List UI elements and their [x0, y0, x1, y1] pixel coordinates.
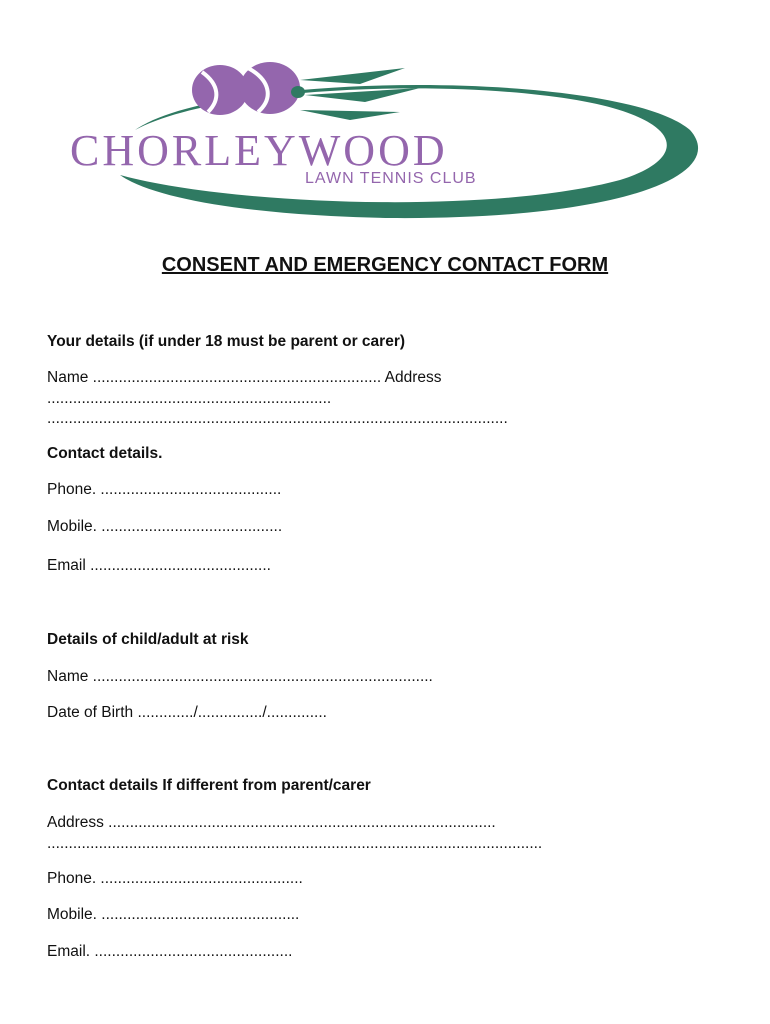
alt-contact-heading: Contact details If different from parent/carer: [47, 777, 371, 794]
club-logo: [60, 50, 710, 230]
email-field: Email ..........................................: [47, 557, 271, 574]
your-details-heading: Your details (if under 18 must be parent or carer): [47, 333, 406, 350]
tennis-ball-left: [192, 65, 248, 115]
alt-address-field-line-2: ...................................................................................................................: [47, 835, 543, 852]
phone-field: Phone. ..........................................: [47, 481, 282, 498]
child-name-field: Name ...............................................................................: [47, 668, 433, 685]
logo-club-subtitle: LAWN TENNIS CLUB: [305, 170, 477, 187]
logo-club-name: CHORLEYWOOD: [70, 126, 448, 175]
address-field-line-3: ...........................................................................................................: [47, 410, 508, 427]
tennis-ball-dot: [291, 86, 305, 98]
form-title: CONSENT AND EMERGENCY CONTACT FORM: [161, 254, 609, 276]
child-details-heading: Details of child/adult at risk: [47, 631, 249, 648]
mobile-field: Mobile. ..........................................: [47, 518, 283, 535]
alt-mobile-field: Mobile. ..............................................: [47, 906, 300, 923]
alt-address-field: Address ..........................................................................................: [47, 814, 496, 831]
name-address-field: Name ................................................................... Address: [47, 369, 442, 386]
logo-streak: [300, 110, 400, 120]
tennis-club-logo-graphic: [60, 50, 710, 230]
address-field-line-2: ..................................................................: [47, 390, 332, 407]
logo-streak: [300, 68, 405, 84]
alt-phone-field: Phone. ...............................................: [47, 870, 303, 887]
date-of-birth-field: Date of Birth ............./.............../..............: [47, 704, 327, 721]
contact-details-heading: Contact details.: [47, 445, 163, 462]
alt-email-field: Email. ..............................................: [47, 943, 293, 960]
